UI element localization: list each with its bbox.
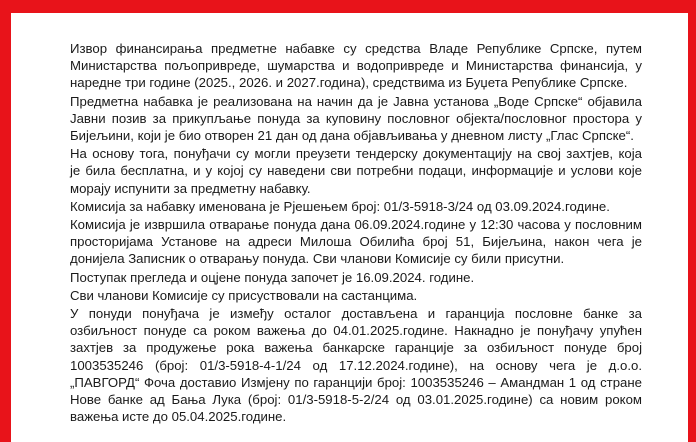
text-line: Бијељини, који је био отворен 21 дан од дана објављивања у дневном листу „Глас Српске“. [70, 128, 634, 144]
text-line: озбиљност понуде са роком важења до 04.01.2025.године. Накнадно је понуђачу упућен [70, 323, 642, 339]
text-line: Нове банке ад Бања Лука (број: 01/3-5918-5-2/24 од 03.01.2025.године) са новим роком [70, 392, 642, 408]
text-line: Јавни позив за прикупљање понуда за куповину пословног објекта/пословног простора у [70, 110, 642, 126]
paragraph [70, 305, 642, 425]
text-line: наредне три године (2025., 2026. и 2027.година), средствима из Буџета Републике Српске. [70, 75, 628, 91]
text-line: Министарства пољопривреде, шумарства и водопривреде и Министарства финансија, у [70, 58, 642, 74]
text-line: „ПАВГОРД“ Фоча доставио Измјену по гаранцији број: 1003535246 – Амандман 1 од стране [70, 374, 642, 390]
text-line: Комисија је извршила отварање понуда дана 06.09.2024.године у 12:30 часова у пословним [70, 217, 642, 233]
text-line: Сви чланови Комисије су присуствовали на састанцима. [70, 287, 418, 303]
paragraph [70, 287, 642, 304]
document-page [11, 13, 688, 442]
text-line: 1003535246 (број: 01/3-5918-4-1/24 од 17.12.2024.године), на основу чега је д.о.о. [70, 357, 642, 373]
text-line: је била бесплатна, и у којој су наведени сви потребни подаци, информације и услови које [70, 163, 642, 179]
paragraph [70, 40, 642, 92]
text-line: захтјев за продужење рока важења банкарске гаранције за озбиљност понуде број [70, 340, 642, 356]
paragraph [70, 198, 642, 215]
text-line: донијела Записник о отварању понуда. Сви чланови Комисије су били присутни. [70, 251, 565, 267]
paragraph [70, 93, 642, 145]
text-line: просторијама Установе на адреси Милоша Обилића број 51, Бијељина, након чега је [70, 234, 642, 250]
text-line: Комисија за набавку именована је Рјешењем број: 01/3-5918-3/24 од 03.09.2024.године. [70, 198, 610, 214]
text-line: У понуди понуђача је између осталог достављена и гаранција пословне банке за [70, 306, 642, 322]
paragraph [70, 269, 642, 286]
paragraph [70, 216, 642, 268]
text-line: Предметна набавка је реализована на начин да је Јавна установа „Воде Српске“ објавила [70, 93, 642, 109]
text-line: Поступак прегледа и оцјене понуда започет је 16.09.2024. године. [70, 269, 475, 285]
text-line: морају испунити за предметну набавку. [70, 180, 311, 196]
paragraph [70, 145, 642, 197]
text-line: важења исте до 05.04.2025.године. [70, 409, 287, 425]
text-line: Извор финансирања предметне набавке су средства Владе Републике Српске, путем [70, 41, 642, 56]
text-line: На основу тога, понуђачи су могли преузети тендерску документацију на свој захтјев, која [70, 146, 642, 162]
document-body [70, 40, 642, 425]
